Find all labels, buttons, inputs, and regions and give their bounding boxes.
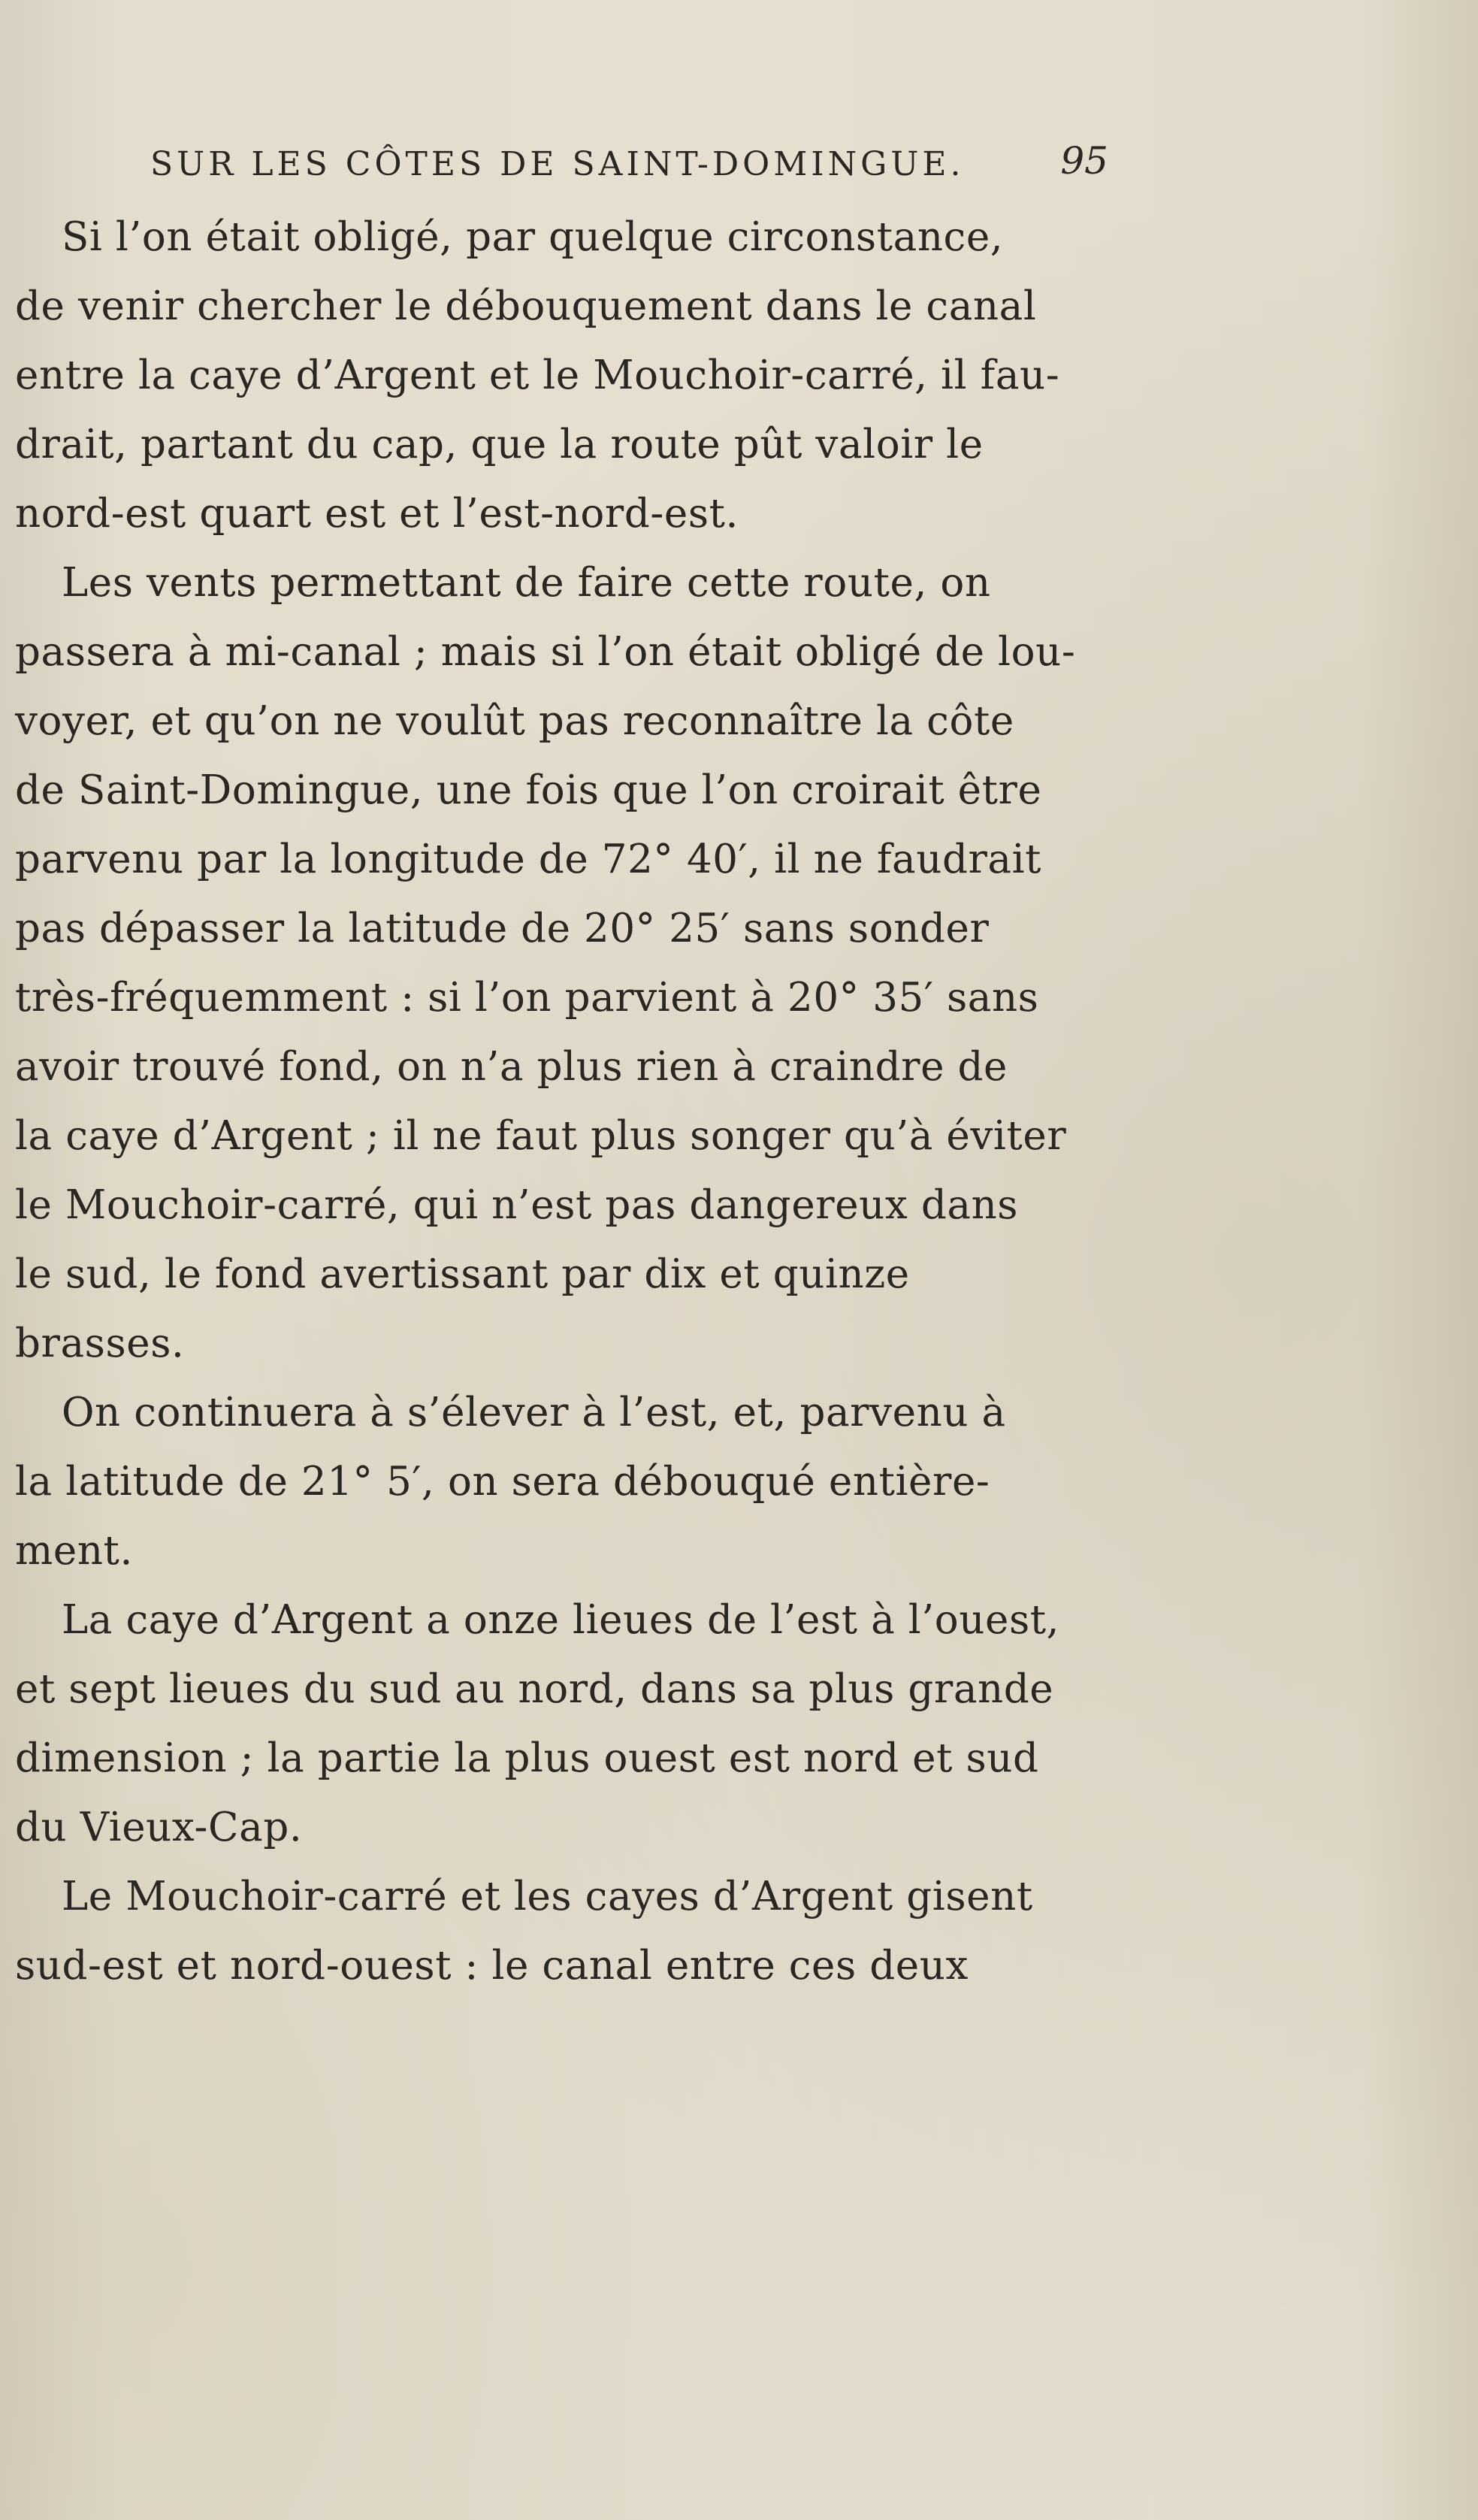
text-line: pas dépasser la latitude de 20° 25′ sans sonder [15,906,990,951]
text-line: passera à mi-canal ; mais si l’on était obligé de lou- [15,629,1076,675]
text-line: avoir trouvé fond, on n’a plus rien à craindre de [15,1044,1008,1090]
text-line: voyer, et qu’on ne voulût pas reconnaître la côte [15,698,1014,744]
text-line: Si l’on était obligé, par quelque circonstance, [62,214,1004,260]
text-line: ment. [15,1528,133,1574]
text-line: Le Mouchoir-carré et les cayes d’Argent gisent [62,1874,1033,1919]
text-line: la caye d’Argent ; il ne faut plus songer qu’à éviter [15,1113,1067,1159]
text-line: Les vents permettant de faire cette route, on [62,560,991,606]
text-line: du Vieux-Cap. [15,1805,303,1850]
text-line: nord-est quart est et l’est-nord-est. [15,491,739,537]
text-line: la latitude de 21° 5′, on sera débouqué entière- [15,1459,990,1505]
page-body [15,203,1112,2001]
text-line: entre la caye d’Argent et le Mouchoir-carré, il fau- [15,352,1060,398]
text-line: drait, partant du cap, que la route pût valoir le [15,422,984,467]
text-line: le Mouchoir-carré, qui n’est pas dangereux dans [15,1182,1019,1228]
paragraph [15,1378,1112,1586]
page-header [150,139,1108,192]
paragraph [15,203,1112,549]
text-line: et sept lieues du sud au nord, dans sa plus grande [15,1666,1054,1712]
text-line: dimension ; la partie la plus ouest est nord et sud [15,1735,1039,1781]
page-number: 95 [1060,139,1108,183]
text-line: sud-est et nord-ouest : le canal entre ces deux [15,1943,969,1989]
text-line: très-fréquemment : si l’on parvient à 20° 35′ sans [15,975,1039,1021]
text-line: La caye d’Argent a onze lieues de l’est à l’ouest, [62,1597,1060,1643]
text-line: parvenu par la longitude de 72° 40′, il ne faudrait [15,836,1042,882]
text-line: brasses. [15,1321,185,1366]
text-line: de venir chercher le débouquement dans le canal [15,283,1037,329]
text-line: de Saint-Domingue, une fois que l’on croirait être [15,767,1042,813]
text-line: le sud, le fond avertissant par dix et quinze [15,1251,910,1297]
text-line: On continuera à s’élever à l’est, et, parvenu à [62,1390,1006,1435]
paragraph [15,1586,1112,1862]
paragraph [15,549,1112,1378]
paragraph [15,1862,1112,2001]
running-head: SUR LES CÔTES DE SAINT-DOMINGUE. [150,145,965,183]
